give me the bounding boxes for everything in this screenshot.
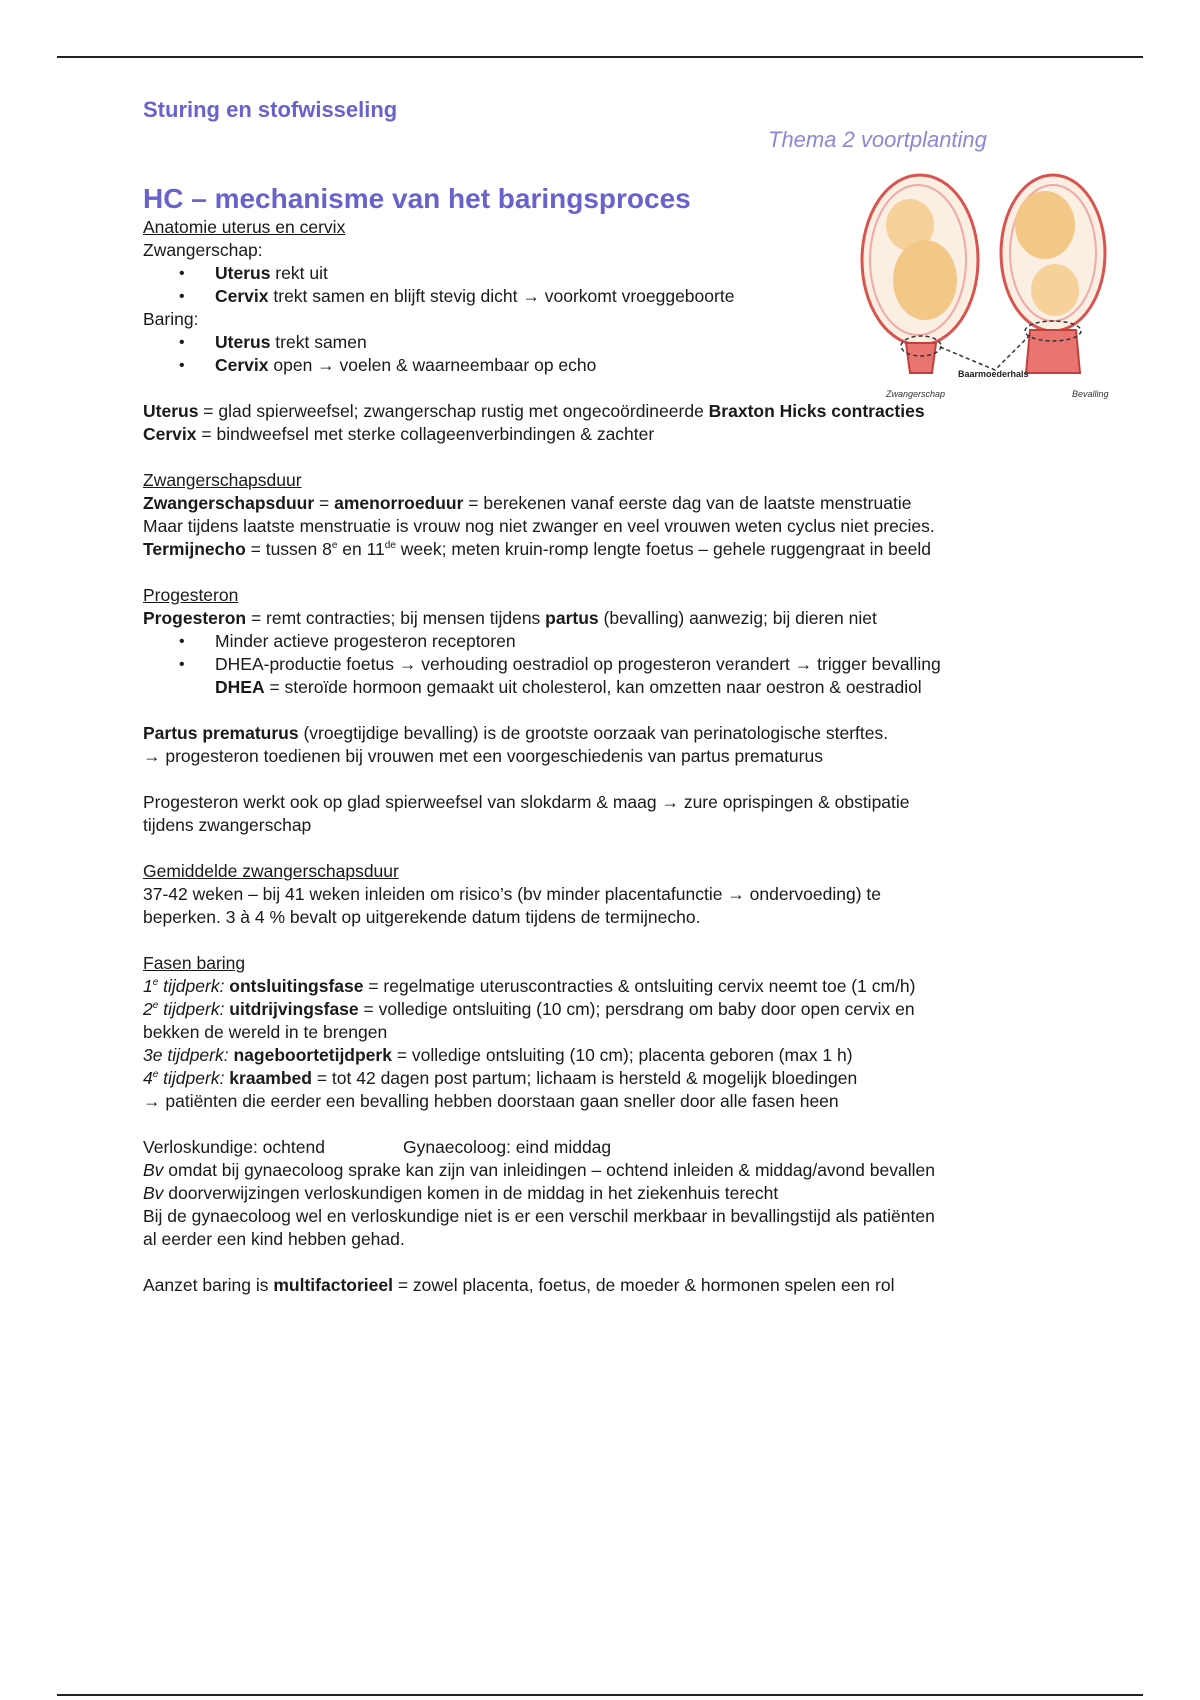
bullet-list (143, 630, 1078, 676)
text-line: Bij de gynaecoloog wel en verloskundige niet is er een verschil merkbaar in bevallingstijd als patiënten (143, 1206, 935, 1226)
text-line: beperken. 3 à 4 % bevalt op uitgerekende datum tijdens de termijnecho. (143, 907, 701, 927)
cervix-label: Baarmoederhals (958, 369, 1029, 379)
text-line: Baring: (143, 309, 199, 329)
text-line: bekken de wereld in te brengen (143, 1022, 388, 1042)
course-header (143, 96, 1078, 124)
text-line: Uterus = glad spierweefsel; zwangerschap rustig met ongecoördineerde Braxton Hicks contracties (143, 401, 925, 421)
text-line: Aanzet baring is multifactorieel = zowel placenta, foetus, de moeder & hormonen spelen een rol (143, 1275, 895, 1295)
section-heading: Gemiddelde zwangerschapsduur (143, 861, 399, 881)
pregnancy-label: Zwangerschap (886, 389, 946, 399)
section-anatomy (143, 216, 1078, 446)
list-item: • Cervix open → voelen & waarneembaar op echo (215, 354, 1078, 377)
list-item: • Cervix trekt samen en blijft stevig dicht → voorkomt vroeggeboorte (215, 285, 1078, 308)
bottom-rule (57, 1694, 1143, 1696)
bullet-list (143, 262, 1078, 308)
notes-body (143, 216, 1078, 1297)
section-heading: Zwangerschapsduur (143, 470, 302, 490)
text-line: Cervix = bindweefsel met sterke collageenverbindingen & zachter (143, 424, 655, 444)
theme-label: Thema 2 voortplanting (768, 127, 987, 152)
course-title: Sturing en stofwisseling (143, 97, 398, 122)
text-line: 2e tijdperk: uitdrijvingsfase = volledige ontsluiting (10 cm); persdrang om baby door open cervix en (143, 999, 915, 1019)
text-line: al eerder een kind hebben gehad. (143, 1229, 405, 1249)
section-duration (143, 469, 1078, 561)
top-rule (57, 56, 1143, 58)
page-title: HC – mechanisme van het baringsproces (143, 183, 691, 214)
text-line: tijdens zwangerschap (143, 815, 312, 835)
text-line: Verloskundige: ochtend Gynaecoloog: eind middag (143, 1137, 612, 1157)
text-line: Partus prematurus (vroegtijdige bevalling) is de grootste oorzaak van perinatologische sterftes. (143, 723, 889, 743)
section-progesterone (143, 584, 1078, 837)
section-heading: Anatomie uterus en cervix (143, 217, 346, 237)
text-line: Bv omdat bij gynaecoloog sprake kan zijn van inleidingen – ochtend inleiden & middag/avond bevallen (143, 1160, 935, 1180)
text-line: 4e tijdperk: kraambed = tot 42 dagen post partum; lichaam is hersteld & mogelijk bloedingen (143, 1068, 858, 1088)
text-line: → patiënten die eerder een bevalling hebben doorstaan gaan sneller door alle fasen heen (143, 1091, 839, 1111)
text-line: Termijnecho = tussen 8e en 11de week; meten kruin-romp lengte foetus – gehele ruggengraat in beeld (143, 539, 931, 559)
text-line: Progesteron = remt contracties; bij mensen tijdens partus (bevalling) aanwezig; bij dieren niet (143, 608, 877, 628)
text-line: Zwangerschap: (143, 240, 263, 260)
list-item: • Minder actieve progesteron receptoren (215, 630, 1078, 653)
section-average-duration (143, 860, 1078, 929)
section-phases (143, 952, 1078, 1113)
section-heading: Progesteron (143, 585, 239, 605)
text-line: 3e tijdperk: nageboortetijdperk = volledige ontsluiting (10 cm); placenta geboren (max 1 h) (143, 1045, 853, 1065)
section-heading: Fasen baring (143, 953, 246, 973)
text-line: Progesteron werkt ook op glad spierweefsel van slokdarm & maag → zure oprispingen & obstipatie (143, 792, 910, 812)
text-line: → progesteron toedienen bij vrouwen met een voorgeschiedenis van partus prematurus (143, 746, 823, 766)
list-item: • Uterus trekt samen (215, 331, 1078, 354)
text-line: Zwangerschapsduur = amenorroeduur = berekenen vanaf eerste dag van de laatste menstruatie (143, 493, 912, 513)
text-line: DHEA = steroïde hormoon gemaakt uit cholesterol, kan omzetten naar oestron & oestradiol (215, 677, 922, 697)
bullet-list (143, 331, 1078, 377)
text-line: 1e tijdperk: ontsluitingsfase = regelmatige uteruscontracties & ontsluiting cervix neemt toe (1 cm/h) (143, 976, 916, 996)
text-line: Maar tijdens laatste menstruatie is vrouw nog niet zwanger en veel vrouwen weten cyclus niet precies. (143, 516, 935, 536)
section-practitioners (143, 1136, 1078, 1297)
text-line: Bv doorverwijzingen verloskundigen komen in de middag in het ziekenhuis terecht (143, 1183, 779, 1203)
text-line: 37-42 weken – bij 41 weken inleiden om risico’s (bv minder placentafunctie → ondervoeding) te (143, 884, 882, 904)
list-item: • Uterus rekt uit (215, 262, 1078, 285)
labour-label: Bevalling (1072, 389, 1109, 399)
list-item: • DHEA-productie foetus → verhouding oestradiol op progesteron verandert → trigger bevalling (215, 653, 1078, 676)
